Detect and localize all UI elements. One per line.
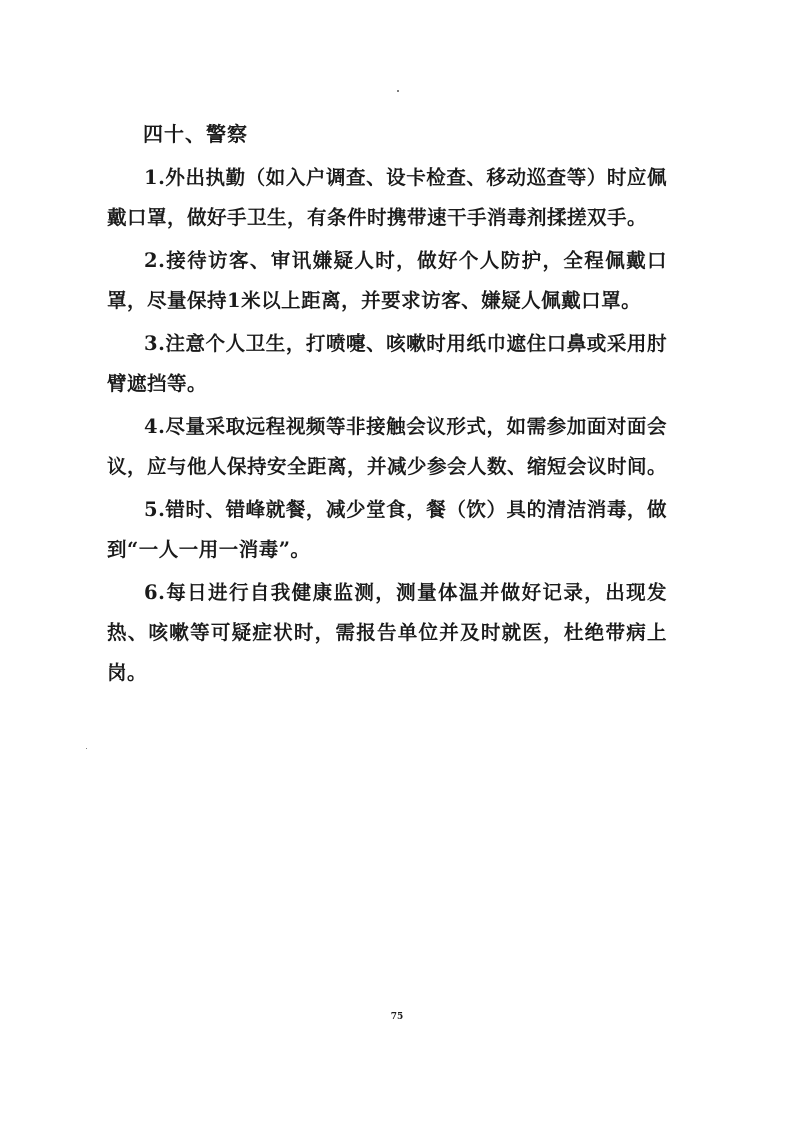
paragraph-6: 6.每日进行自我健康监测，测量体温并做好记录，出现发热、咳嗽等可疑症状时，需报告单位并及时就医，杜绝带病上岗。: [107, 581, 667, 684]
paragraph-3: 3.注意个人卫生，打喷嚏、咳嗽时用纸巾遮住口鼻或采用肘臂遮挡等。: [107, 332, 667, 395]
scan-speck: [86, 748, 87, 749]
paragraph-1: 1.外出执勤（如入户调查、设卡检查、移动巡查等）时应佩戴口罩，做好手卫生，有条件时携带速干手消毒剂揉搓双手。: [107, 166, 667, 229]
page-number: 75: [390, 1012, 404, 1022]
section-heading: 四十、警察: [143, 122, 248, 146]
paragraph-5: 5.错时、错峰就餐，减少堂食，餐（饮）具的清洁消毒，做到“一人一用一消毒”。: [107, 498, 667, 561]
scan-speck: [397, 90, 399, 92]
paragraph-2: 2.接待访客、审讯嫌疑人时，做好个人防护，全程佩戴口罩，尽量保持1米以上距离，并要求访客、嫌疑人佩戴口罩。: [107, 249, 667, 312]
paragraph-4: 4.尽量采取远程视频等非接触会议形式，如需参加面对面会议，应与他人保持安全距离，并减少参会人数、缩短会议时间。: [107, 415, 668, 478]
document-body: [107, 158, 667, 696]
